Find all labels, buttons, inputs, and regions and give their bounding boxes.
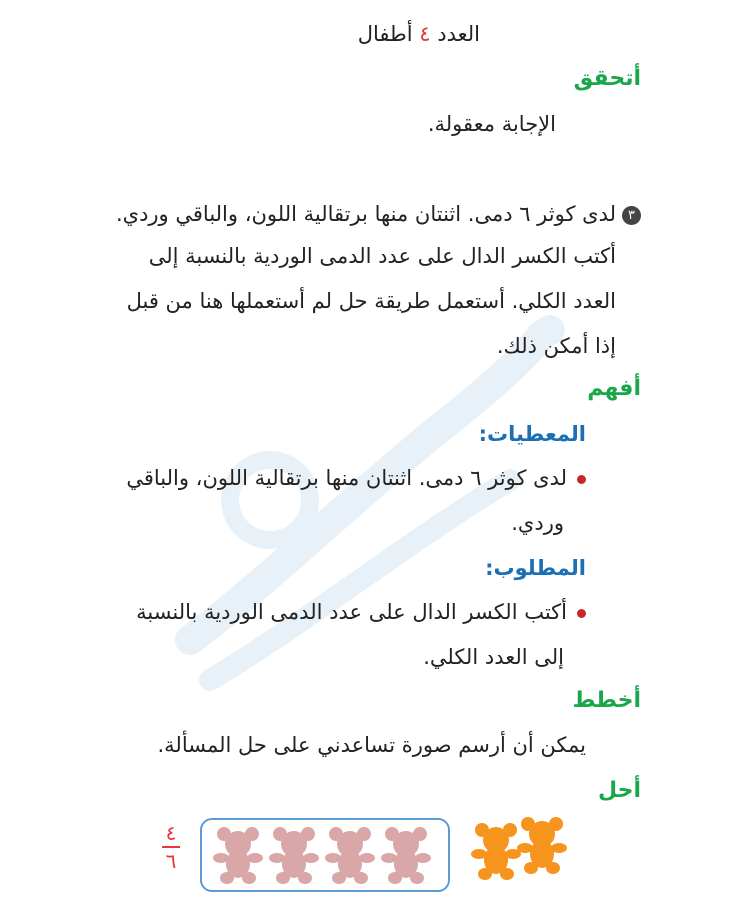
understand-heading: أفهم	[587, 376, 641, 401]
problem-line-1-text: لدى كوثر ٦ دمى. اثنتان منها برتقالية اللون، والباقي وردي.	[115, 202, 616, 226]
solve-heading: أحل	[597, 778, 641, 803]
problem-line-3: العدد الكلي. أستعمل طريقة حل لم أستعملها هنا من قبل	[126, 289, 616, 313]
pink-bear-icon	[381, 827, 431, 884]
orange-bear-icon	[471, 823, 521, 880]
orange-bear-icon	[517, 817, 567, 874]
top-line-number: ٤	[419, 22, 431, 46]
problem-line-4: إذا أمكن ذلك.	[496, 334, 616, 358]
top-line-word-1: العدد	[437, 22, 480, 46]
check-heading: أتحقق	[573, 66, 641, 91]
top-line-word-2: أطفال	[357, 22, 413, 46]
fraction-denominator: ٦	[165, 849, 177, 873]
fraction-numerator: ٤	[165, 821, 177, 845]
required-label: المطلوب:	[485, 556, 586, 580]
required-line-2: إلى العدد الكلي.	[423, 645, 564, 669]
givens-line-2: وردي.	[511, 511, 564, 535]
plan-text: يمكن أن أرسم صورة تساعدني على حل المسألة.	[157, 733, 586, 757]
check-text: الإجابة معقولة.	[427, 112, 556, 136]
givens-label: المعطيات:	[478, 422, 586, 446]
required-line-1-text: أكتب الكسر الدال على عدد الدمى الوردية بالنسبة	[136, 600, 567, 624]
problem-number-badge: ٣	[622, 206, 641, 225]
problem-line-2: أكتب الكسر الدال على عدد الدمى الوردية بالنسبة إلى	[148, 244, 616, 268]
plan-heading: أخطط	[572, 688, 641, 713]
givens-line-1-text: لدى كوثر ٦ دمى. اثنتان منها برتقالية اللون، والباقي	[126, 466, 567, 490]
pink-bear-icon	[213, 827, 263, 884]
pink-bear-icon	[269, 827, 319, 884]
pink-bear-icon	[325, 827, 375, 884]
